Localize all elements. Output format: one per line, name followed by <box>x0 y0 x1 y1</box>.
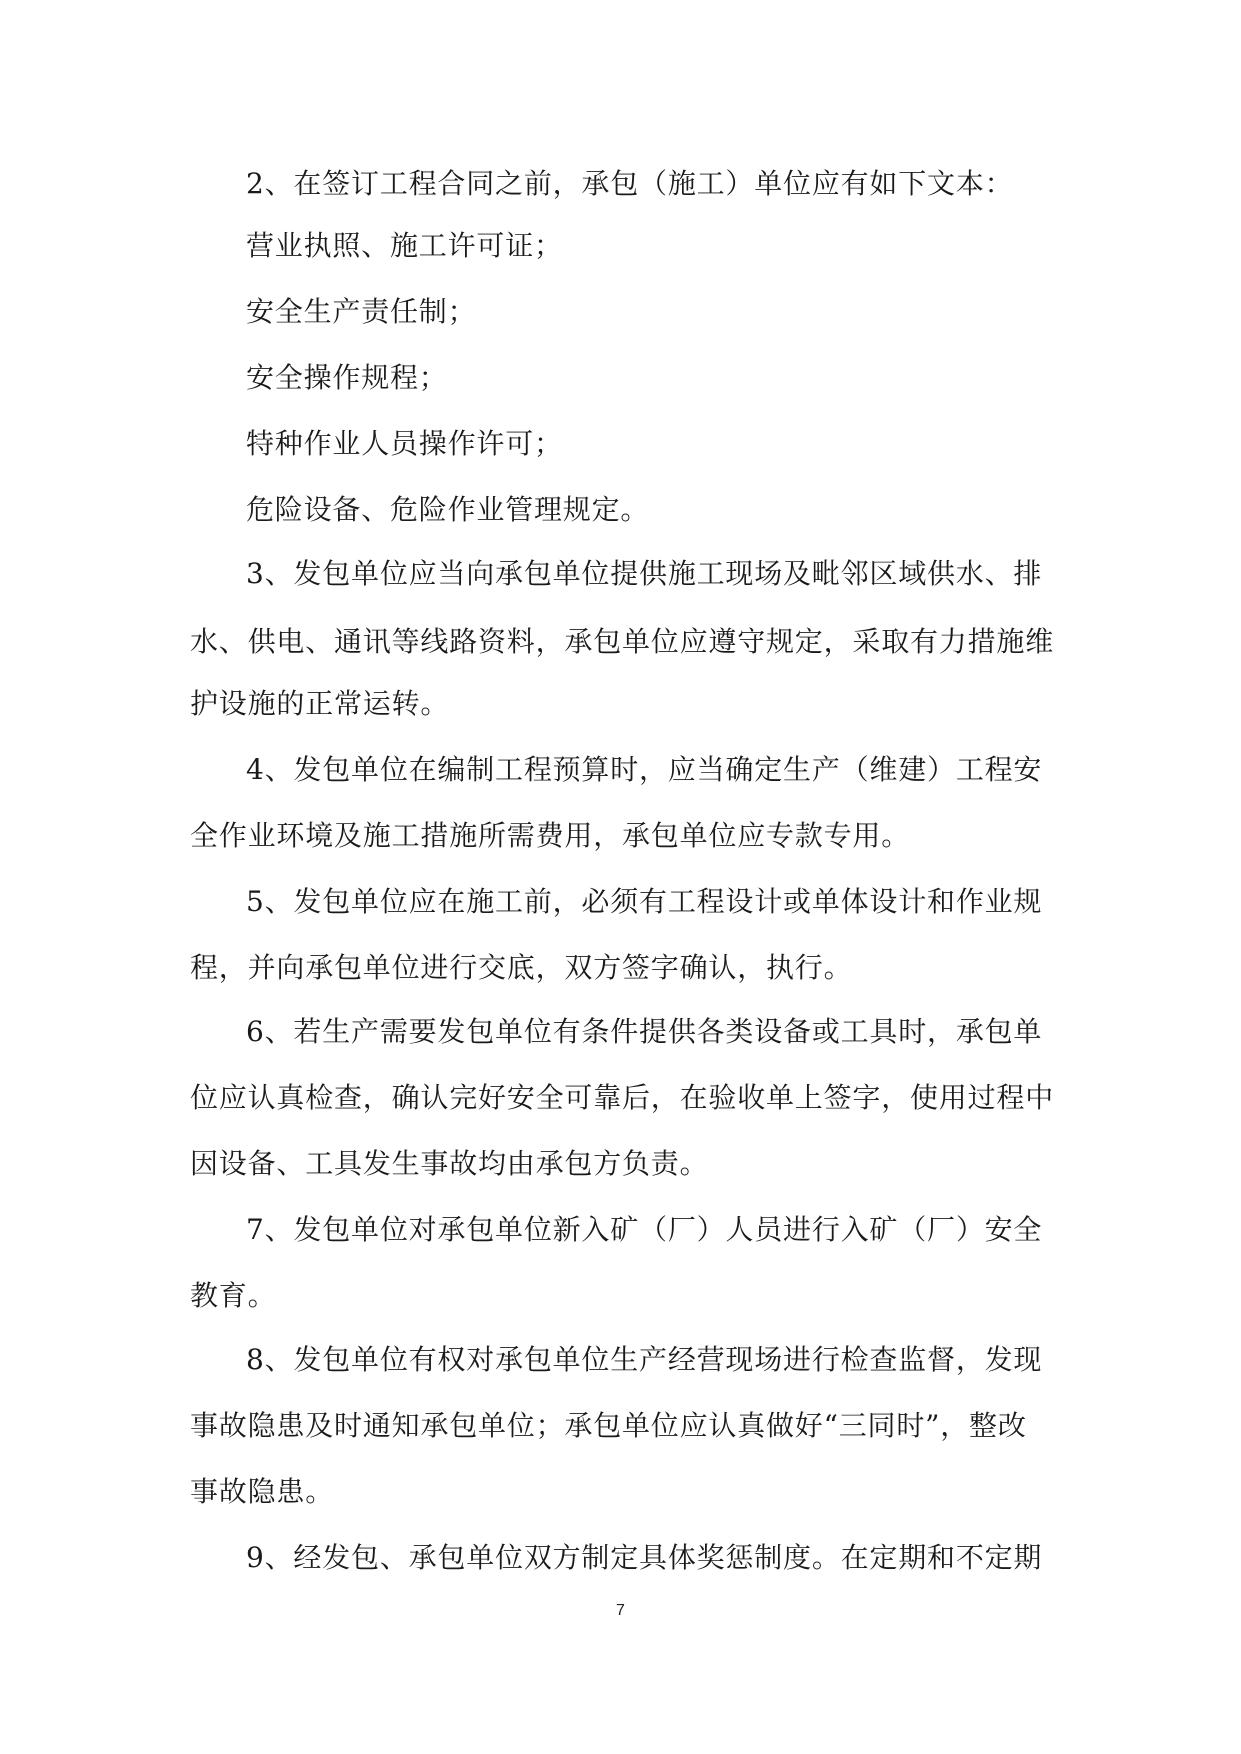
text-line: 危险设备、危险作业管理规定。 <box>246 493 650 526</box>
text-line: 位应认真检查，确认完好安全可靠后，在验收单上签字，使用过程中 <box>190 1081 1055 1114</box>
text-line: 2、在签订工程合同之前，承包（施工）单位应有如下文本： <box>246 167 1014 200</box>
page-number: 7 <box>616 1602 625 1619</box>
text-line: 事故隐患及时通知承包单位；承包单位应认真做好“三同时”，整改 <box>190 1409 1027 1442</box>
text-line: 6、若生产需要发包单位有条件提供各类设备或工具时，承包单 <box>246 1015 1043 1048</box>
text-line: 5、发包单位应在施工前，必须有工程设计或单体设计和作业规 <box>246 885 1043 918</box>
text-line: 4、发包单位在编制工程预算时，应当确定生产（维建）工程安 <box>246 753 1043 786</box>
text-line: 3、发包单位应当向承包单位提供施工现场及毗邻区域供水、排 <box>246 557 1043 590</box>
text-line: 特种作业人员操作许可； <box>246 427 563 460</box>
text-line: 全作业环境及施工措施所需费用，承包单位应专款专用。 <box>190 819 911 852</box>
text-line: 9、经发包、承包单位双方制定具体奖惩制度。在定期和不定期 <box>246 1541 1043 1574</box>
text-line: 程，并向承包单位进行交底，双方签字确认，执行。 <box>190 951 853 984</box>
text-line: 7、发包单位对承包单位新入矿（厂）人员进行入矿（厂）安全 <box>246 1213 1043 1246</box>
text-line: 水、供电、通讯等线路资料，承包单位应遵守规定，采取有力措施维 <box>190 625 1055 658</box>
text-line: 安全生产责任制； <box>246 295 477 328</box>
text-line: 教育。 <box>190 1279 277 1312</box>
text-line: 营业执照、施工许可证； <box>246 229 563 262</box>
text-line: 8、发包单位有权对承包单位生产经营现场进行检查监督，发现 <box>246 1343 1043 1376</box>
text-line: 事故隐患。 <box>190 1475 335 1508</box>
text-line: 护设施的正常运转。 <box>190 687 450 720</box>
text-line: 安全操作规程； <box>246 361 448 394</box>
text-line: 因设备、工具发生事故均由承包方负责。 <box>190 1147 709 1180</box>
